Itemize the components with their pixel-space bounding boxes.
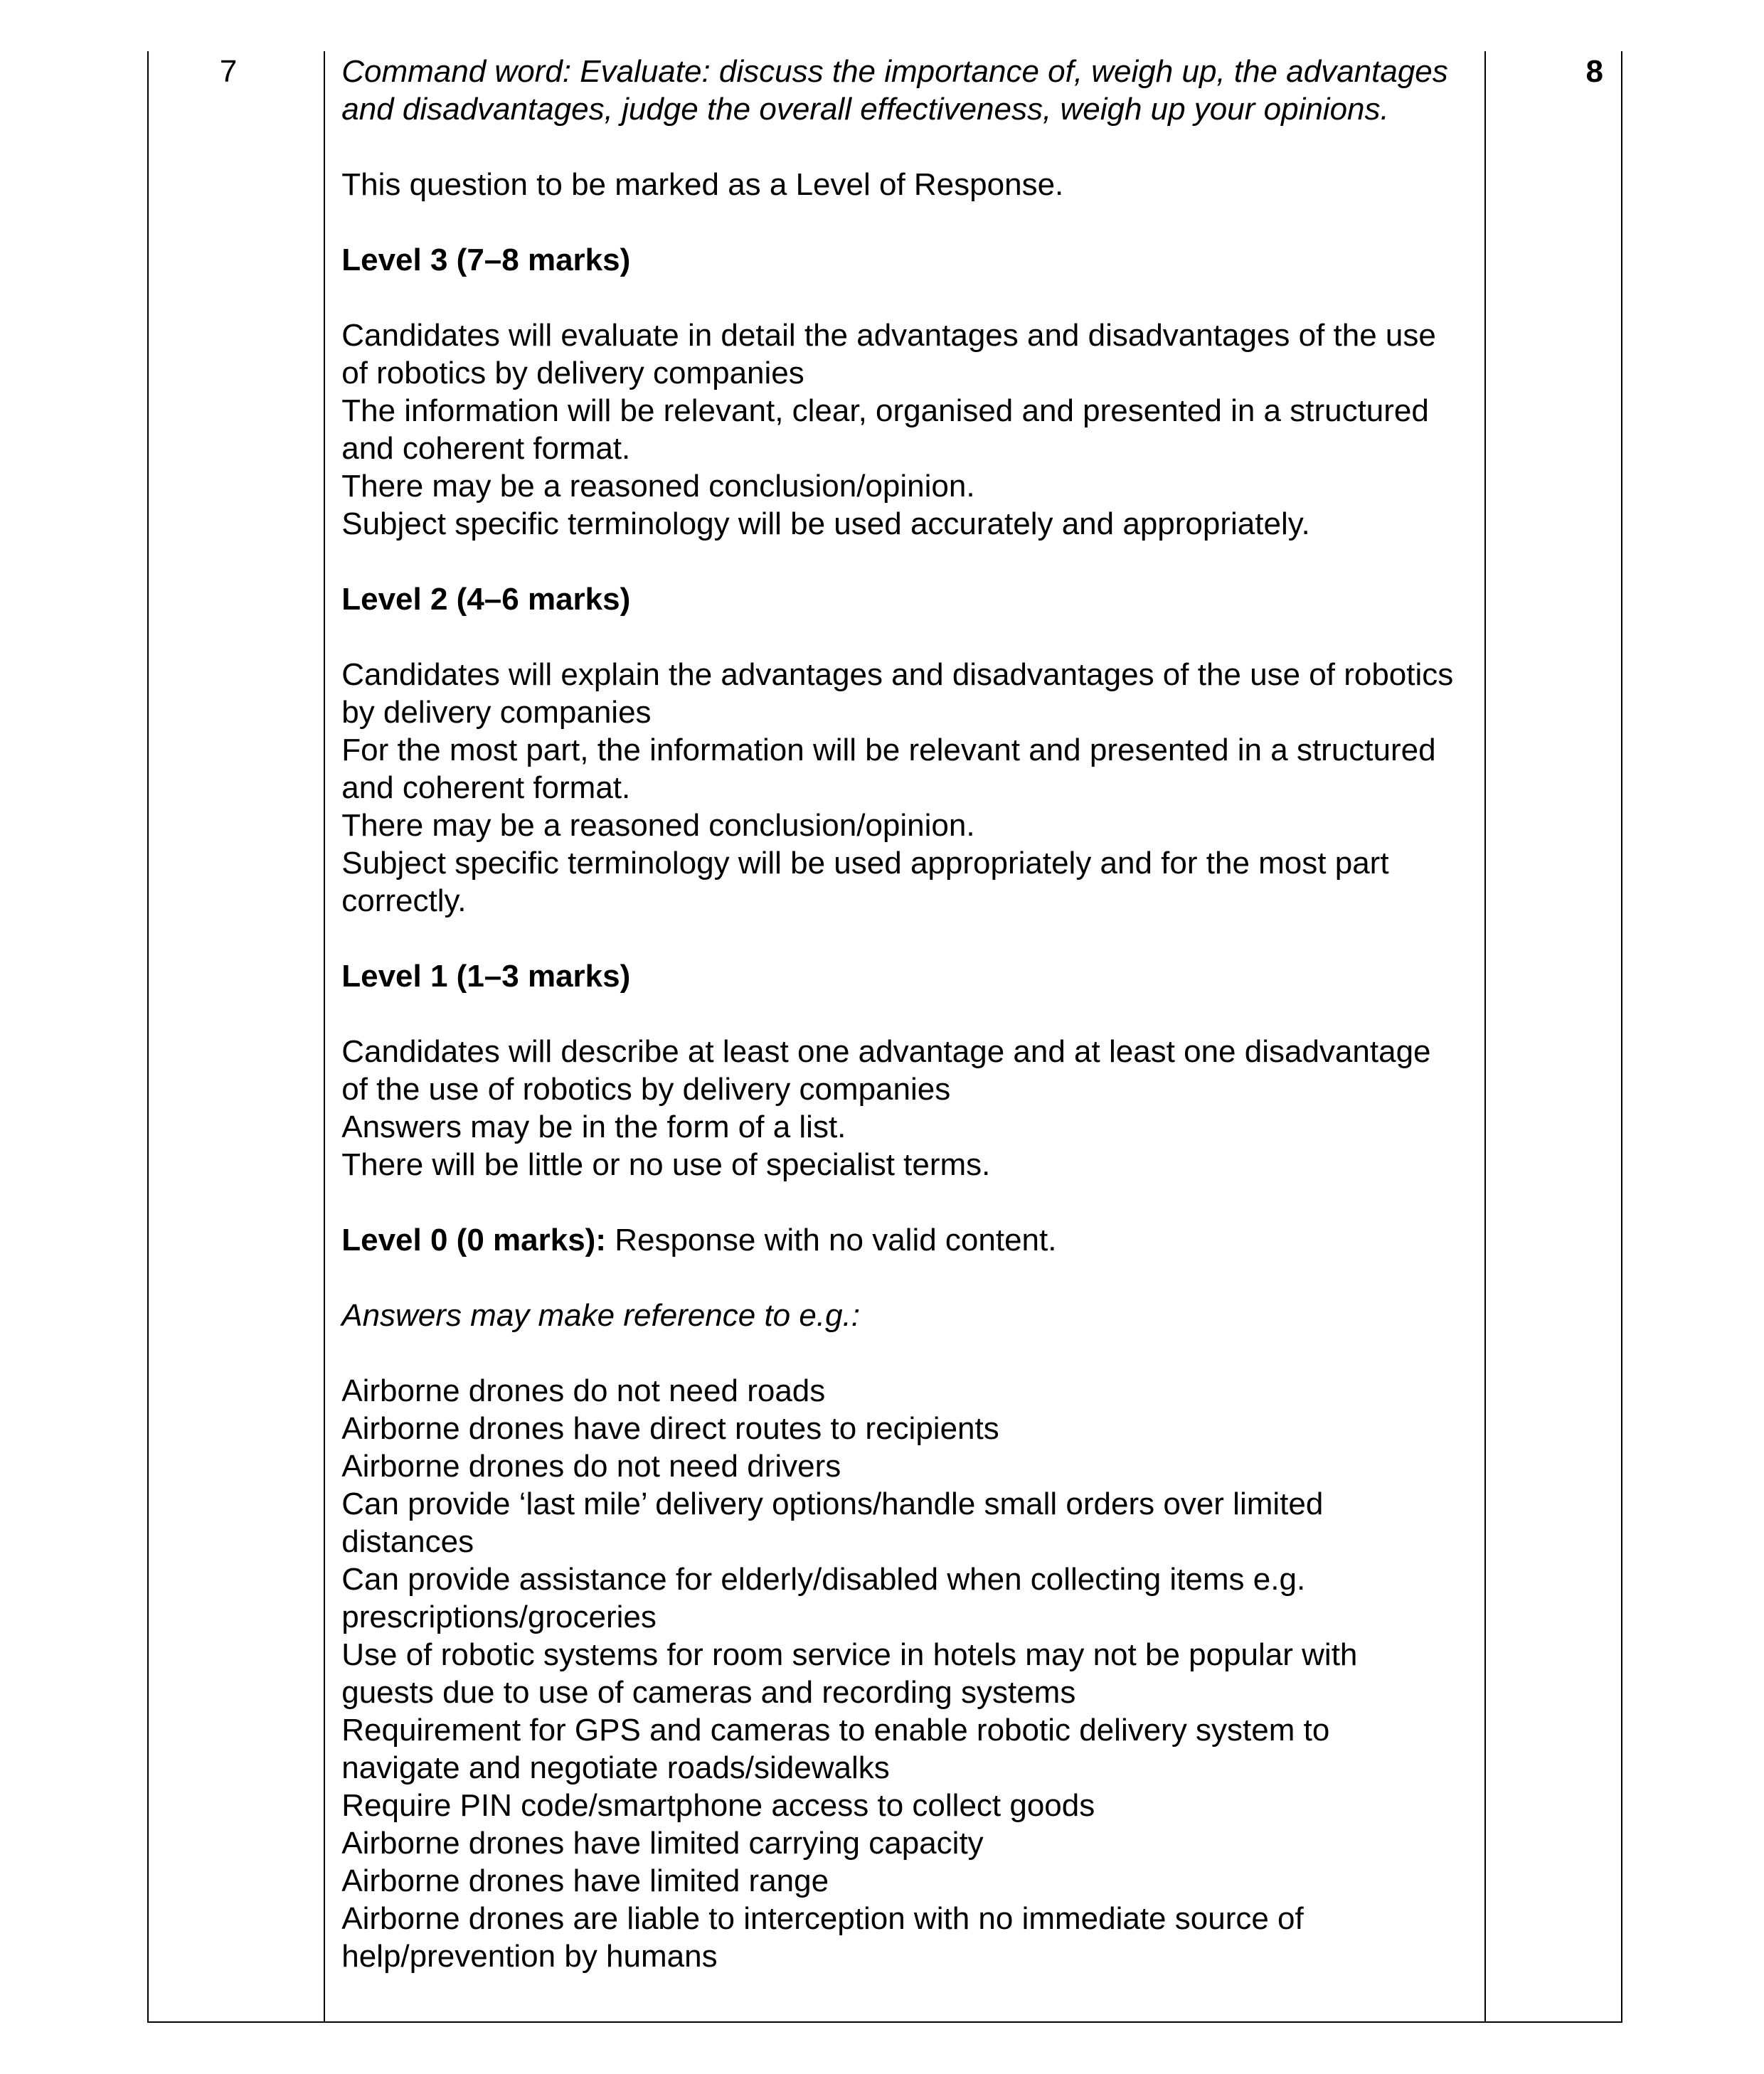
mark-scheme-table [147, 51, 1622, 2023]
level-3-line: Candidates will evaluate in detail the advantages and disadvantages of the use of robotics by delivery companies [341, 318, 1436, 390]
indicative-content-item: Airborne drones have limited carrying capacity [341, 1826, 984, 1861]
level-2-line: For the most part, the information will be relevant and presented in a structured and coherent format. [341, 733, 1436, 805]
level-0-descriptor [341, 1221, 1456, 1259]
level-3-line: The information will be relevant, clear, organised and presented in a structured and coherent format. [341, 393, 1429, 466]
level-2-heading: Level 2 (4–6 marks) [341, 582, 631, 617]
level-2-line: Subject specific terminology will be used appropriately and for the most part correctly. [341, 846, 1389, 918]
level-1-descriptor [341, 1033, 1456, 1184]
level-3-heading: Level 3 (7–8 marks) [341, 243, 631, 277]
level-3-line: Subject specific terminology will be used accurately and appropriately. [341, 506, 1310, 541]
question-row [148, 51, 1622, 2022]
indicative-content-item: Airborne drones have limited range [341, 1863, 829, 1898]
level-0-text: Response with no valid content. [605, 1223, 1057, 1257]
indicative-content-item: Airborne drones do not need roads [341, 1373, 826, 1408]
answers-intro: Answers may make reference to e.g.: [341, 1298, 860, 1333]
level-0-label: Level 0 (0 marks): [341, 1223, 606, 1257]
level-2-line: There may be a reasoned conclusion/opinion. [341, 808, 975, 843]
level-3-line: There may be a reasoned conclusion/opinion. [341, 469, 975, 504]
indicative-content-list [341, 1372, 1456, 1975]
level-1-heading: Level 1 (1–3 marks) [341, 959, 631, 994]
level-2-line: Candidates will explain the advantages and disadvantages of the use of robotics by delivery companies [341, 657, 1454, 730]
command-word-text: Command word: Evaluate: discuss the importance of, weigh up, the advantages and disadvantages, judge the overall effectiveness, weigh up your opinions. [341, 54, 1448, 127]
marking-note: This question to be marked as a Level of Response. [341, 167, 1064, 202]
total-marks: 8 [1485, 51, 1622, 2022]
question-number: 7 [148, 51, 324, 2022]
level-1-line: Answers may be in the form of a list. [341, 1110, 846, 1144]
level-2-descriptor [341, 656, 1456, 920]
indicative-content-item: Airborne drones are liable to interception with no immediate source of help/prevention by humans [341, 1901, 1304, 1974]
indicative-content-item: Requirement for GPS and cameras to enable robotic delivery system to navigate and negotiate roads/sidewalks [341, 1713, 1330, 1785]
indicative-content-item: Use of robotic systems for room service in hotels may not be popular with guests due to use of cameras and recording systems [341, 1637, 1358, 1710]
indicative-content-item: Airborne drones do not need drivers [341, 1449, 841, 1484]
level-3-descriptor [341, 317, 1456, 543]
level-1-line: There will be little or no use of specialist terms. [341, 1147, 991, 1182]
indicative-content-item: Require PIN code/smartphone access to collect goods [341, 1788, 1095, 1823]
indicative-content-item: Airborne drones have direct routes to recipients [341, 1411, 999, 1446]
level-1-line: Candidates will describe at least one advantage and at least one disadvantage of the use of robotics by delivery companies [341, 1034, 1431, 1107]
indicative-content-item: Can provide ‘last mile’ delivery options/handle small orders over limited distances [341, 1487, 1324, 1559]
indicative-content-item: Can provide assistance for elderly/disabled when collecting items e.g. prescriptions/groceries [341, 1562, 1306, 1634]
answer-guidance-cell [324, 51, 1485, 2022]
